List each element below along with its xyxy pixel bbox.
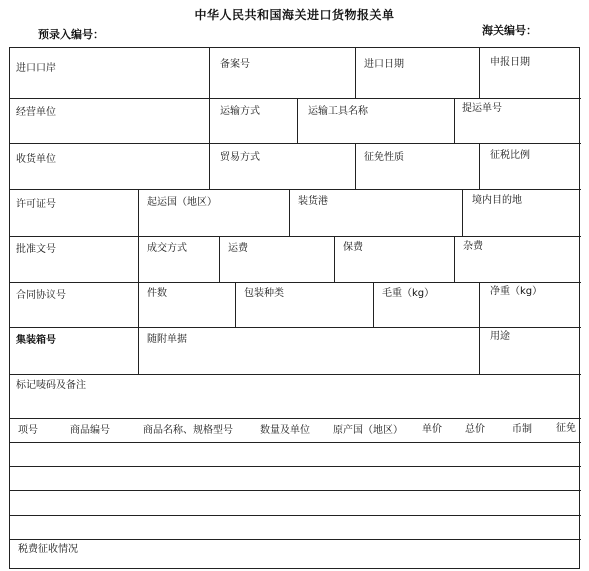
items-header-cell: 币制 (512, 424, 532, 435)
tax-status-label: 税费征收情况 (18, 544, 78, 555)
items-header-cell: 单价 (422, 424, 442, 435)
deal-mode-label: 成交方式 (147, 243, 187, 254)
approval-no-label: 批准文号 (16, 244, 56, 255)
documents-label: 随附单据 (147, 334, 187, 345)
tax-nature-label: 征免性质 (364, 152, 404, 163)
items-header-cell: 征免 (556, 423, 576, 434)
contract-no-label: 合同协议号 (16, 290, 66, 301)
gross-weight-label: 毛重（kg） (382, 288, 435, 299)
license-label: 许可证号 (16, 199, 56, 210)
transport-name-label: 运输工具名称 (308, 106, 368, 117)
net-weight-label: 净重（kg） (490, 286, 543, 297)
items-header-cell: 原产国（地区） (333, 425, 403, 436)
form-title: 中华人民共和国海关进口货物报关单 (194, 8, 395, 22)
items-header-cell: 商品编号 (70, 425, 110, 436)
operator-label: 经营单位 (16, 107, 56, 118)
consignee-label: 收货单位 (16, 154, 56, 165)
declare-date-label: 申报日期 (490, 57, 530, 68)
tax-ratio-label: 征税比例 (490, 150, 530, 161)
declaration-form (9, 47, 580, 569)
container-no-label: 集装箱号 (16, 335, 56, 346)
port-label: 进口口岸 (16, 63, 56, 74)
freight-label: 运费 (228, 243, 248, 254)
usage-label: 用途 (490, 331, 510, 342)
preentry-number-label: 预录入编号： (38, 28, 104, 41)
items-header-cell: 数量及单位 (260, 425, 310, 436)
package-type-label: 包装种类 (244, 288, 284, 299)
items-header-cell: 商品名称、规格型号 (143, 425, 233, 436)
items-header-cell: 项号 (18, 425, 38, 436)
destination-label: 境内目的地 (472, 195, 522, 206)
customs-number-label: 海关编号： (482, 24, 537, 37)
trade-mode-label: 贸易方式 (220, 152, 260, 163)
record-no-label: 备案号 (220, 59, 250, 70)
transport-mode-label: 运输方式 (220, 106, 260, 117)
misc-fee-label: 杂费 (463, 241, 483, 252)
import-date-label: 进口日期 (364, 59, 404, 70)
loading-port-label: 装货港 (298, 196, 328, 207)
items-header-cell: 总价 (465, 424, 485, 435)
origin-country-label: 起运国（地区） (147, 197, 217, 208)
bill-no-label: 提运单号 (462, 103, 502, 114)
packages-label: 件数 (147, 288, 167, 299)
marks-label: 标记唛码及备注 (16, 380, 86, 391)
insurance-label: 保费 (343, 242, 363, 253)
